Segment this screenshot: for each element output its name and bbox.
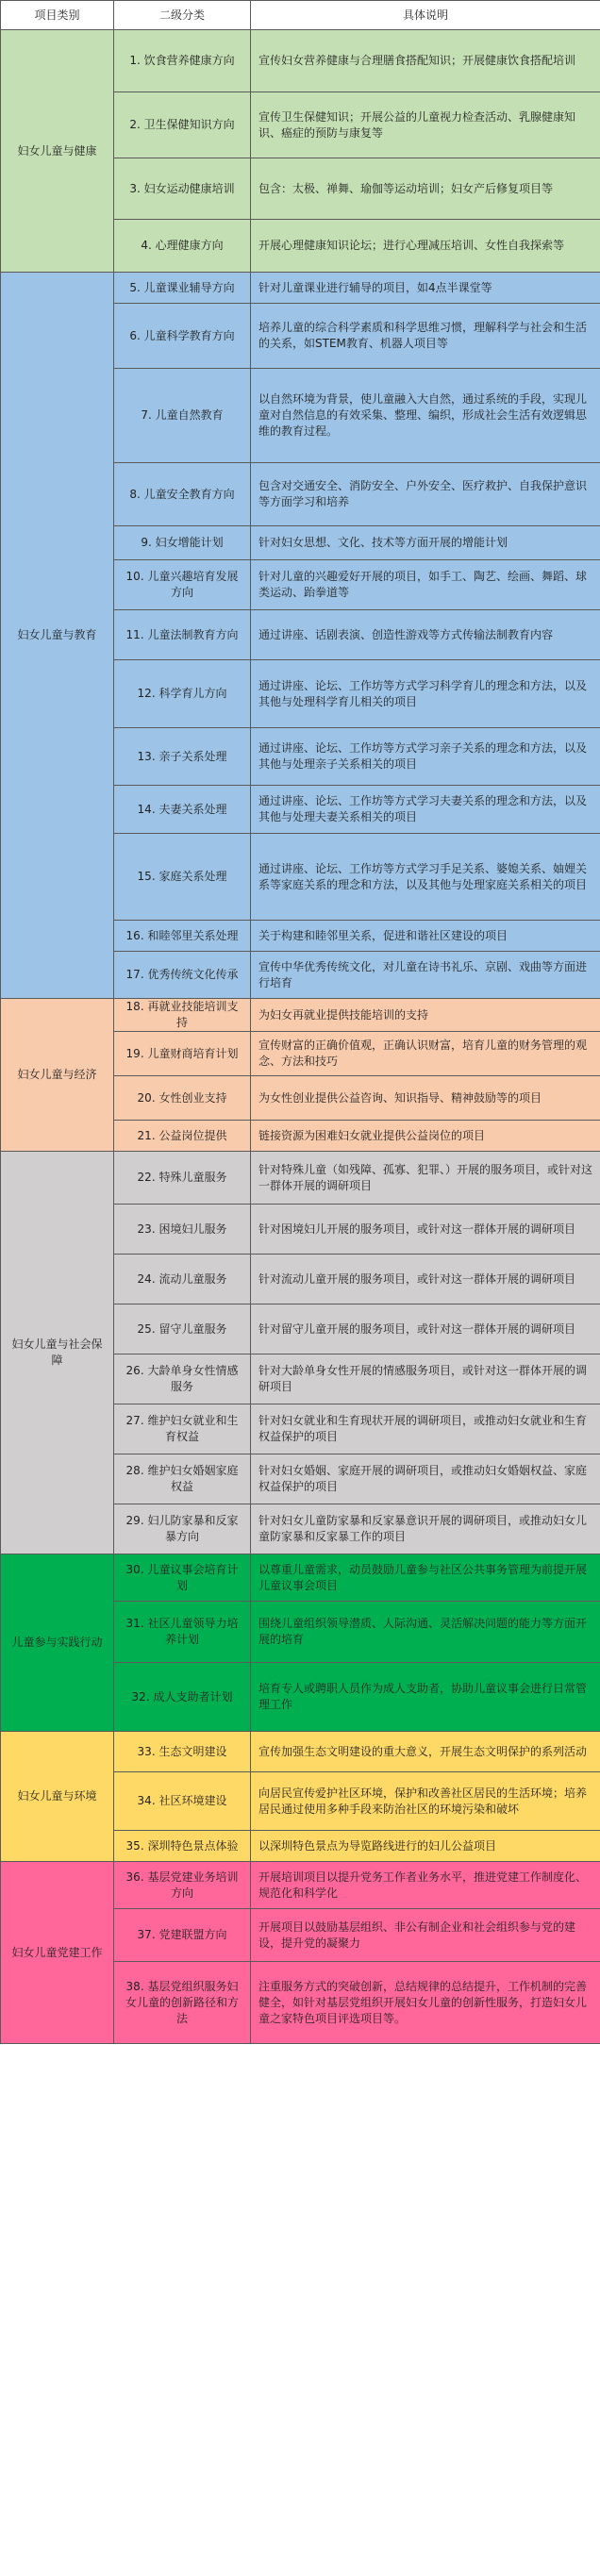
description-cell: 链接资源为困难妇女就业提供公益岗位的项目 xyxy=(251,1121,600,1152)
description-cell: 针对流动儿童开展的服务项目，或针对这一群体开展的调研项目 xyxy=(251,1255,600,1305)
category-cell: 妇女儿童与环境 xyxy=(1,1732,114,1862)
category-cell: 妇女儿童与健康 xyxy=(1,30,114,273)
subcategory-cell: 14. 夫妻关系处理 xyxy=(114,786,251,834)
description-cell: 关于构建和睦邻里关系，促进和谐社区建设的项目 xyxy=(251,921,600,952)
subcategory-cell: 11. 儿童法制教育方向 xyxy=(114,610,251,660)
description-cell: 针对妇女儿童防家暴和反家暴意识开展的调研项目，或推动妇女儿童防家暴和反家暴工作的项目 xyxy=(251,1504,600,1554)
subcategory-cell: 2. 卫生保健知识方向 xyxy=(114,92,251,158)
subcategory-cell: 18. 再就业技能培训支持 xyxy=(114,999,251,1032)
table-row xyxy=(1,30,600,92)
subcategory-cell: 34. 社区环境建设 xyxy=(114,1772,251,1831)
description-cell: 宣传加强生态文明建设的重大意义，开展生态文明保护的系列活动 xyxy=(251,1732,600,1772)
subcategory-cell: 38. 基层党组织服务妇女儿童的创新路径和方法 xyxy=(114,1962,251,2044)
description-cell: 以深圳特色景点为导览路线进行的妇儿公益项目 xyxy=(251,1831,600,1862)
description-cell: 通过讲座、论坛、工作坊等方式学习夫妻关系的理念和方法，以及其他与处理夫妻关系相关的项目 xyxy=(251,786,600,834)
subcategory-cell: 5. 儿童课业辅导方向 xyxy=(114,273,251,304)
description-cell: 通过讲座、论坛、工作坊等方式学习手足关系、婆媳关系、妯娌关系等家庭关系的理念和方法，以及其他与处理家庭关系相关的项目 xyxy=(251,834,600,921)
table-row xyxy=(1,273,600,304)
subcategory-cell: 1. 饮食营养健康方向 xyxy=(114,30,251,92)
description-cell: 培养儿童的综合科学素质和科学思维习惯，理解科学与社会和生活的关系，如STEM教育、机器人项目等 xyxy=(251,304,600,369)
table-row xyxy=(1,1732,600,1772)
description-cell: 针对妇女婚姻、家庭开展的调研项目，或推动妇女婚姻权益、家庭权益保护的项目 xyxy=(251,1454,600,1504)
subcategory-cell: 17. 优秀传统文化传承 xyxy=(114,952,251,999)
subcategory-cell: 30. 儿童议事会培育计划 xyxy=(114,1554,251,1602)
description-cell: 针对儿童课业进行辅导的项目，如4点半课堂等 xyxy=(251,273,600,304)
description-cell: 向居民宣传爱护社区环境，保护和改善社区居民的生活环境；培养居民通过使用多种手段来防治社区的环境污染和破坏 xyxy=(251,1772,600,1831)
subcategory-cell: 28. 维护妇女婚姻家庭权益 xyxy=(114,1454,251,1504)
table-row xyxy=(1,1152,600,1205)
description-cell: 针对特殊儿童（如残障、孤寡、犯罪、）开展的服务项目，或针对这一群体开展的调研项目 xyxy=(251,1152,600,1205)
table-row xyxy=(1,1862,600,1909)
subcategory-cell: 27. 维护妇女就业和生育权益 xyxy=(114,1404,251,1454)
table-body xyxy=(1,30,600,2044)
description-cell: 针对儿童的兴趣爱好开展的项目，如手工、陶艺、绘画、舞蹈、球类运动、跆拳道等 xyxy=(251,560,600,610)
subcategory-cell: 33. 生态文明建设 xyxy=(114,1732,251,1772)
description-cell: 通过讲座、论坛、工作坊等方式学习亲子关系的理念和方法，以及其他与处理亲子关系相关的项目 xyxy=(251,728,600,786)
description-cell: 培育专人或聘职人员作为成人支助者，协助儿童议事会进行日常管理工作 xyxy=(251,1663,600,1732)
subcategory-cell: 24. 流动儿童服务 xyxy=(114,1255,251,1305)
table-row xyxy=(1,1554,600,1602)
description-cell: 针对妇女就业和生育现状开展的调研项目，或推动妇女就业和生育权益保护的项目 xyxy=(251,1404,600,1454)
header-description: 具体说明 xyxy=(251,1,600,30)
subcategory-cell: 23. 困境妇儿服务 xyxy=(114,1205,251,1255)
subcategory-cell: 16. 和睦邻里关系处理 xyxy=(114,921,251,952)
table-row xyxy=(1,999,600,1032)
subcategory-cell: 37. 党建联盟方向 xyxy=(114,1909,251,1962)
description-cell: 针对留守儿童开展的服务项目，或针对这一群体开展的调研项目 xyxy=(251,1305,600,1354)
description-cell: 包含对交通安全、消防安全、户外安全、医疗救护、自我保护意识等方面学习和培养 xyxy=(251,463,600,526)
subcategory-cell: 31. 社区儿童领导力培养计划 xyxy=(114,1602,251,1663)
subcategory-cell: 36. 基层党建业务培训方向 xyxy=(114,1862,251,1909)
description-cell: 针对困境妇儿开展的服务项目，或针对这一群体开展的调研项目 xyxy=(251,1205,600,1255)
description-cell: 为妇女再就业提供技能培训的支持 xyxy=(251,999,600,1032)
header-category: 项目类别 xyxy=(1,1,114,30)
subcategory-cell: 25. 留守儿童服务 xyxy=(114,1305,251,1354)
description-cell: 宣传财富的正确价值观，正确认识财富，培育儿童的财务管理的观念、方法和技巧 xyxy=(251,1032,600,1076)
description-cell: 开展培训项目以提升党务工作者业务水平，推进党建工作制度化、规范化和科学化 xyxy=(251,1862,600,1909)
description-cell: 针对大龄单身女性开展的情感服务项目，或针对这一群体开展的调研项目 xyxy=(251,1354,600,1404)
description-cell: 开展项目以鼓励基层组织、非公有制企业和社会组织参与党的建设，提升党的凝聚力 xyxy=(251,1909,600,1962)
subcategory-cell: 21. 公益岗位提供 xyxy=(114,1121,251,1152)
description-cell: 围绕儿童组织领导潜质、人际沟通、灵活解决问题的能力等方面开展的培育 xyxy=(251,1602,600,1663)
subcategory-cell: 32. 成人支助者计划 xyxy=(114,1663,251,1732)
description-cell: 针对妇女思想、文化、技术等方面开展的增能计划 xyxy=(251,526,600,560)
description-cell: 为女性创业提供公益咨询、知识指导、精神鼓励等的项目 xyxy=(251,1076,600,1121)
subcategory-cell: 19. 儿童财商培育计划 xyxy=(114,1032,251,1076)
subcategory-cell: 35. 深圳特色景点体验 xyxy=(114,1831,251,1862)
description-cell: 注重服务方式的突破创新，总结规律的总结提升，工作机制的完善健全，如针对基层党组织开展妇女儿童的创新性服务，打造妇女儿童之家特色项目评选项目等。 xyxy=(251,1962,600,2044)
description-cell: 包含：太极、禅舞、瑜伽等运动培训；妇女产后修复项目等 xyxy=(251,158,600,220)
category-cell: 妇女儿童党建工作 xyxy=(1,1862,114,2044)
subcategory-cell: 20. 女性创业支持 xyxy=(114,1076,251,1121)
subcategory-cell: 3. 妇女运动健康培训 xyxy=(114,158,251,220)
description-cell: 宣传卫生保健知识；开展公益的儿童视力检查活动、乳腺健康知识、癌症的预防与康复等 xyxy=(251,92,600,158)
description-cell: 通过讲座、论坛、工作坊等方式学习科学育儿的理念和方法，以及其他与处理科学育儿相关的项目 xyxy=(251,660,600,728)
description-cell: 开展心理健康知识论坛；进行心理减压培训、女性自我探索等 xyxy=(251,220,600,273)
category-cell: 妇女儿童与经济 xyxy=(1,999,114,1152)
subcategory-cell: 29. 妇儿防家暴和反家暴方向 xyxy=(114,1504,251,1554)
subcategory-cell: 4. 心理健康方向 xyxy=(114,220,251,273)
subcategory-cell: 26. 大龄单身女性情感服务 xyxy=(114,1354,251,1404)
description-cell: 通过讲座、话剧表演、创造性游戏等方式传输法制教育内容 xyxy=(251,610,600,660)
subcategory-cell: 6. 儿童科学教育方向 xyxy=(114,304,251,369)
subcategory-cell: 10. 儿童兴趣培育发展方向 xyxy=(114,560,251,610)
subcategory-cell: 13. 亲子关系处理 xyxy=(114,728,251,786)
subcategory-cell: 9. 妇女增能计划 xyxy=(114,526,251,560)
description-cell: 宣传妇女营养健康与合理膳食搭配知识；开展健康饮食搭配培训 xyxy=(251,30,600,92)
subcategory-cell: 7. 儿童自然教育 xyxy=(114,369,251,463)
subcategory-cell: 22. 特殊儿童服务 xyxy=(114,1152,251,1205)
description-cell: 宣传中华优秀传统文化，对儿童在诗书礼乐、京剧、戏曲等方面进行培育 xyxy=(251,952,600,999)
category-cell: 儿童参与实践行动 xyxy=(1,1554,114,1732)
category-cell: 妇女儿童与教育 xyxy=(1,273,114,999)
category-cell: 妇女儿童与社会保障 xyxy=(1,1152,114,1554)
description-cell: 以自然环境为背景，使儿童融入大自然，通过系统的手段，实现儿童对自然信息的有效采集、整理、编织，形成社会生活有效逻辑思维的教育过程。 xyxy=(251,369,600,463)
header-row xyxy=(1,1,600,30)
header-subcategory: 二级分类 xyxy=(114,1,251,30)
subcategory-cell: 12. 科学育儿方向 xyxy=(114,660,251,728)
subcategory-cell: 8. 儿童安全教育方向 xyxy=(114,463,251,526)
subcategory-cell: 15. 家庭关系处理 xyxy=(114,834,251,921)
description-cell: 以尊重儿童需求，动员鼓励儿童参与社区公共事务管理为前提开展儿童议事会项目 xyxy=(251,1554,600,1602)
